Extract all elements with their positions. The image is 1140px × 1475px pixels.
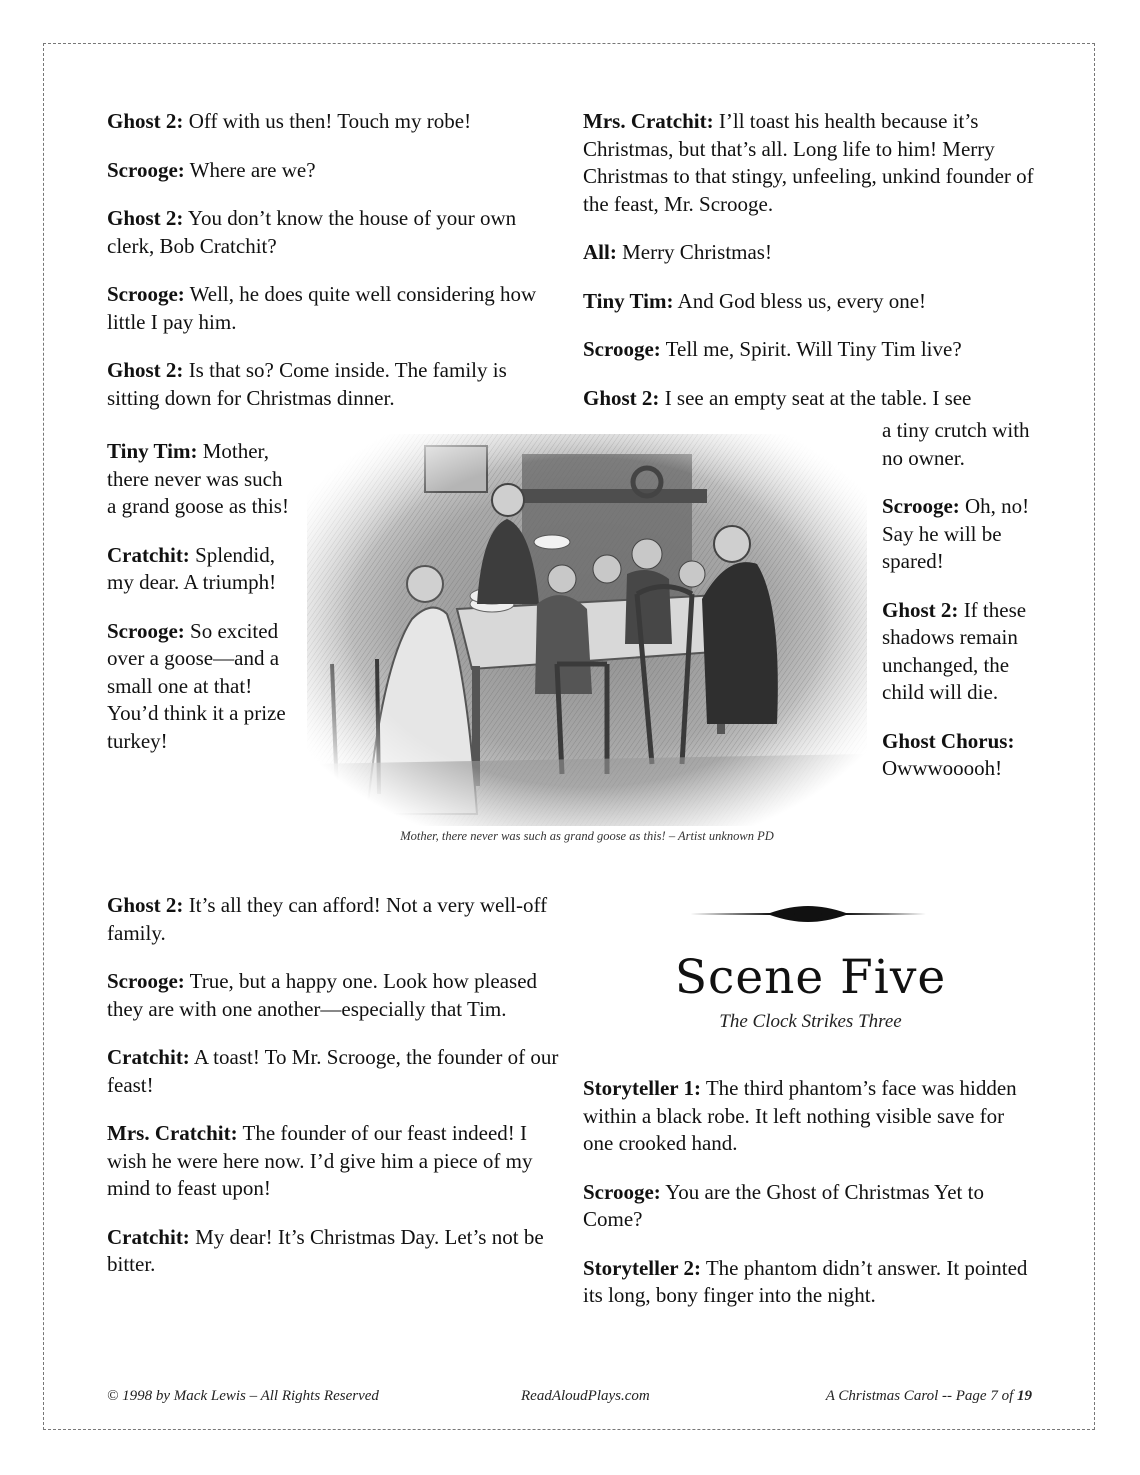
dialogue-line: Ghost 2: I see an empty seat at the table. I see [583, 385, 972, 410]
dialogue-line: Ghost Chorus: Owwwooooh! [882, 728, 1015, 780]
left-column-top [107, 108, 557, 433]
dialogue-line: Tiny Tim: And God bless us, every one! [583, 288, 927, 313]
scene-subtitle: The Clock Strikes Three [719, 1011, 902, 1032]
dialogue-line: Ghost 2: If these shadows remain unchanged, the child will die. [882, 597, 1027, 704]
dialogue-line: All: Merry Christmas! [583, 240, 772, 264]
right-column-bottom [583, 1075, 1038, 1331]
dialogue-line: Storyteller 2: The phantom didn’t answer. It pointed its long, bony finger into the night. [583, 1255, 1028, 1307]
dialogue-line: Storyteller 1: The third phantom’s face was hidden within a black robe. It left nothing visible save for one crooked hand. [583, 1076, 1017, 1155]
scene-divider-ornament [690, 902, 926, 926]
dialogue-line: Scrooge: You are the Ghost of Christmas Yet to Come? [583, 1179, 984, 1231]
total-pages: 19 [1017, 1388, 1032, 1404]
dialogue-line: Mrs. Cratchit: The founder of our feast indeed! I wish he were here now. I’d give him a piece of my mind to feast upon! [107, 1121, 533, 1200]
dialogue-line: Mrs. Cratchit: I’ll toast his health because it’s Christmas, but that’s all. Long life to him! Merry Christmas to that stingy, unfeeling, unkind founder of the feast, Mr. Scrooge. [583, 109, 1034, 216]
ornament-icon [690, 902, 926, 926]
left-column-bottom [107, 892, 562, 1300]
page-label: A Christmas Carol -- Page 7 of [825, 1388, 1017, 1404]
footer-copyright: © 1998 by Mack Lewis – All Rights Reserved [107, 1388, 379, 1404]
left-column-wrap [107, 438, 292, 776]
illustration-caption: Mother, there never was such as grand goose as this! – Artist unknown PD [400, 829, 774, 843]
right-column-wrap [882, 417, 1042, 804]
scene-title: Scene Five [674, 950, 947, 1005]
dialogue-line: Ghost 2: Off with us then! Touch my robe! [107, 109, 472, 133]
dialogue-line: Scrooge: Tell me, Spirit. Will Tiny Tim live? [583, 337, 962, 361]
dialogue-line: Scrooge: Well, he does quite well considering how little I pay him. [107, 282, 537, 334]
engraving-image [307, 434, 867, 826]
dialogue-line: Scrooge: So excited over a goose—and a small one at that! You’d think it a prize turkey! [107, 618, 286, 753]
cratchit-dinner-illustration [307, 434, 867, 826]
dialogue-line: Cratchit: My dear! It’s Christmas Day. Let’s not be bitter. [107, 1224, 544, 1276]
dialogue-line: Scrooge: True, but a happy one. Look how pleased they are with one another—especially that Tim. [107, 969, 538, 1021]
dialogue-line: Ghost 2: You don’t know the house of your own clerk, Bob Cratchit? [107, 206, 517, 258]
dialogue-line: Scrooge: Oh, no! Say he will be spared! [882, 494, 1030, 573]
dialogue-line: Scrooge: Where are we? [107, 157, 316, 182]
dialogue-line: a tiny crutch with no owner. [882, 418, 1030, 470]
right-column-top [583, 108, 1038, 433]
dialogue-line: Ghost 2: Is that so? Come inside. The family is sitting down for Christmas dinner. [107, 358, 507, 410]
dialogue-line: Cratchit: Splendid, my dear. A triumph! [107, 542, 277, 594]
footer-page-number [760, 1388, 1032, 1405]
dialogue-line: Cratchit: A toast! To Mr. Scrooge, the founder of our feast! [107, 1045, 559, 1097]
dialogue-line: Tiny Tim: Mother, there never was such a grand goose as this! [107, 439, 289, 518]
footer-site-link[interactable]: ReadAloudPlays.com [521, 1388, 650, 1404]
dialogue-line: Ghost 2: It’s all they can afford! Not a very well-off family. [107, 893, 548, 945]
